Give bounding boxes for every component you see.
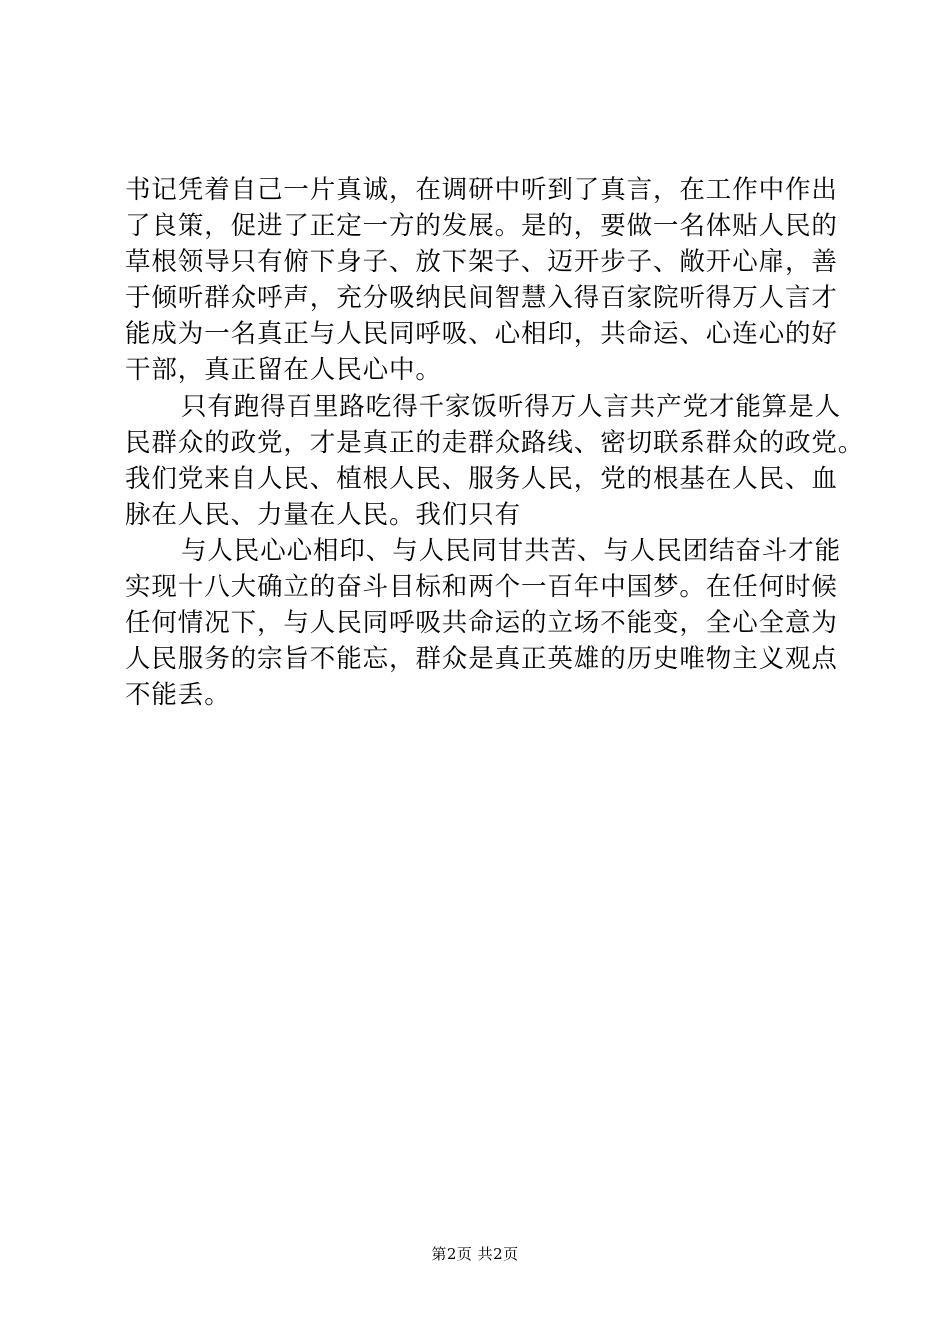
paragraph-line: 能成为一名真正与人民同呼吸、心相印，共命运、心连心的好	[125, 319, 838, 350]
paragraph-line: 脉在人民、力量在人民。我们只有	[125, 499, 522, 530]
paragraph-line: 人民服务的宗旨不能忘，群众是真正英雄的历史唯物主义观点	[125, 644, 838, 675]
paragraph-line: 干部，真正留在人民心中。	[125, 355, 442, 386]
paragraph-line: 草根领导只有俯下身子、放下架子、迈开步子、敞开心扉，善	[125, 247, 838, 278]
paragraph-line: 了良策，促进了正定一方的发展。是的，要做一名体贴人民的	[125, 211, 838, 242]
paragraph-line-text: 与人民心心相印、与人民同甘共苦、与人民团结奋斗才能	[181, 535, 842, 566]
paragraph-line: 不能丢。	[125, 680, 231, 711]
document-body	[125, 172, 865, 713]
paragraph-first-line	[125, 533, 842, 569]
paragraph-line: 我们党来自人民、植根人民、服务人民，党的根基在人民、血	[125, 463, 838, 494]
paragraph-line: 实现十八大确立的奋斗目标和两个一百年中国梦。在任何时候	[125, 572, 838, 603]
paragraph-2	[125, 389, 865, 533]
paragraph-line: 书记凭着自己一片真诚，在调研中听到了真言，在工作中作出	[125, 175, 838, 205]
paragraph-3	[125, 533, 842, 713]
page-number-label: 第2页 共2页	[431, 1245, 519, 1263]
paragraph-line: 任何情况下，与人民同呼吸共命运的立场不能变，全心全意为	[125, 608, 838, 639]
paragraph-line-text: 只有跑得百里路吃得千家饭听得万人言共产党才能算是人	[181, 391, 842, 422]
paragraph-line: 民群众的政党，才是真正的走群众路线、密切联系群众的政党。	[125, 427, 865, 458]
paragraph-first-line	[125, 389, 842, 425]
page-footer	[0, 1244, 950, 1264]
paragraph-line: 于倾听群众呼声，充分吸纳民间智慧入得百家院听得万人言才	[125, 283, 838, 314]
paragraph-1	[125, 172, 838, 389]
